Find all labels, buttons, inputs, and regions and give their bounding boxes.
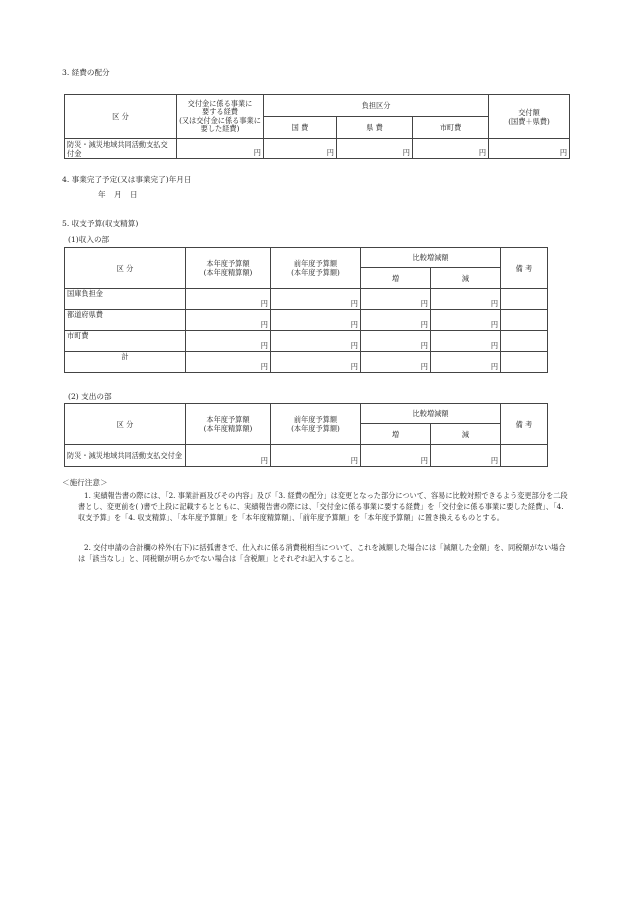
col-increase: 増 xyxy=(361,424,431,445)
yen-cell: 円 xyxy=(271,352,361,373)
income-row-label: 国庫負担金 xyxy=(65,289,186,310)
section5-heading: 5. 収支予算(収支精算) xyxy=(62,219,139,228)
col-shicho: 市町費 xyxy=(413,117,489,139)
col-decrease: 減 xyxy=(431,424,501,445)
note-1: 1. 実績報告書の際には、「2. 事業計画及びその内容」及び「3. 経費の配分」は変更となった部分について、容易に比較対照できるよう変更部分を二段書とし、変更前を( )書で上段に記載するとともに、実績報告書の際には、「交付金に係る事業に要する経費」を「交付金に係る事業に要した経費」、「4. 収支予算」を「4. 収支精算」、「本年度予算額」を「本年度精算額」、「前年度予算額」を「本年度予算額」に置き換えるものとする。 xyxy=(78,491,568,522)
col-kofu: 交付額 (国費＋県費) xyxy=(489,95,570,139)
income-heading: (1)収入の部 xyxy=(68,235,110,244)
yen-cell: 円 xyxy=(489,139,570,159)
section4-heading: 4. 事業完了予定(又は事業完了)年月日 xyxy=(62,175,192,184)
col-ken: 県 費 xyxy=(337,117,413,139)
expense-allocation-table xyxy=(64,94,570,159)
col-remarks: 備 考 xyxy=(501,404,548,445)
col-prev-budget: 前年度予算額 (本年度予算額) xyxy=(271,248,361,289)
yen-cell: 円 xyxy=(186,289,271,310)
remarks-cell xyxy=(501,331,548,352)
yen-cell: 円 xyxy=(431,331,501,352)
yen-cell: 円 xyxy=(431,289,501,310)
yen-cell: 円 xyxy=(186,310,271,331)
yen-cell: 円 xyxy=(186,331,271,352)
row-label: 防災・減災地域共同活動支払交付金 xyxy=(65,139,177,159)
income-table xyxy=(64,247,548,373)
yen-cell: 円 xyxy=(337,139,413,159)
notes-heading: ＜施行注意＞ xyxy=(62,478,108,487)
remarks-cell xyxy=(501,352,548,373)
col-remarks: 備 考 xyxy=(501,248,548,289)
yen-cell: 円 xyxy=(271,289,361,310)
expense-heading: (2) 支出の部 xyxy=(68,392,112,401)
col-kubun: 区 分 xyxy=(65,248,186,289)
yen-cell: 円 xyxy=(431,445,501,467)
remarks-cell xyxy=(501,310,548,331)
expense-table xyxy=(64,403,548,467)
yen-cell: 円 xyxy=(271,331,361,352)
yen-cell: 円 xyxy=(271,445,361,467)
col-current-budget: 本年度予算額 (本年度精算額) xyxy=(186,248,271,289)
income-total-label: 計 xyxy=(65,352,186,373)
yen-cell: 円 xyxy=(431,352,501,373)
yen-cell: 円 xyxy=(271,310,361,331)
yen-cell: 円 xyxy=(264,139,337,159)
note-2: 2. 交付申請の合計欄の枠外(右下)に括弧書きで、仕入れに係る消費税相当について、これを減額した場合には「減額した金額」を、同税額がない場合は「該当なし」と、同税額が明らかでない場合は「含税額」とそれぞれ記入すること。 xyxy=(78,543,566,563)
col-kubun: 区 分 xyxy=(65,404,186,445)
income-row-label: 都道府県費 xyxy=(65,310,186,331)
yen-cell: 円 xyxy=(177,139,264,159)
yen-cell: 円 xyxy=(186,352,271,373)
yen-cell: 円 xyxy=(413,139,489,159)
completion-date: 年 月 日 xyxy=(98,190,138,199)
col-kuni: 国 費 xyxy=(264,117,337,139)
expense-row-label: 防災・減災地域共同活動支払交付金 xyxy=(65,445,186,467)
yen-cell: 円 xyxy=(431,310,501,331)
col-increase: 増 xyxy=(361,268,431,289)
yen-cell: 円 xyxy=(186,445,271,467)
section3-heading: 3. 経費の配分 xyxy=(62,68,110,77)
col-compare: 比較増減額 xyxy=(361,404,501,424)
col-decrease: 減 xyxy=(431,268,501,289)
yen-cell: 円 xyxy=(361,331,431,352)
yen-cell: 円 xyxy=(361,352,431,373)
yen-cell: 円 xyxy=(361,445,431,467)
col-futan: 負担区分 xyxy=(264,95,489,117)
col-kubun: 区 分 xyxy=(65,95,177,139)
income-row-label: 市町費 xyxy=(65,331,186,352)
remarks-cell xyxy=(501,289,548,310)
yen-cell: 円 xyxy=(361,310,431,331)
col-prev-budget: 前年度予算額 (本年度予算額) xyxy=(271,404,361,445)
yen-cell: 円 xyxy=(361,289,431,310)
remarks-cell xyxy=(501,445,548,467)
col-current-budget: 本年度予算額 (本年度精算額) xyxy=(186,404,271,445)
col-compare: 比較増減額 xyxy=(361,248,501,268)
col-jigyo-cost: 交付金に係る事業に 要する経費 (又は交付金に係る事業に 要した経費) xyxy=(177,95,264,139)
